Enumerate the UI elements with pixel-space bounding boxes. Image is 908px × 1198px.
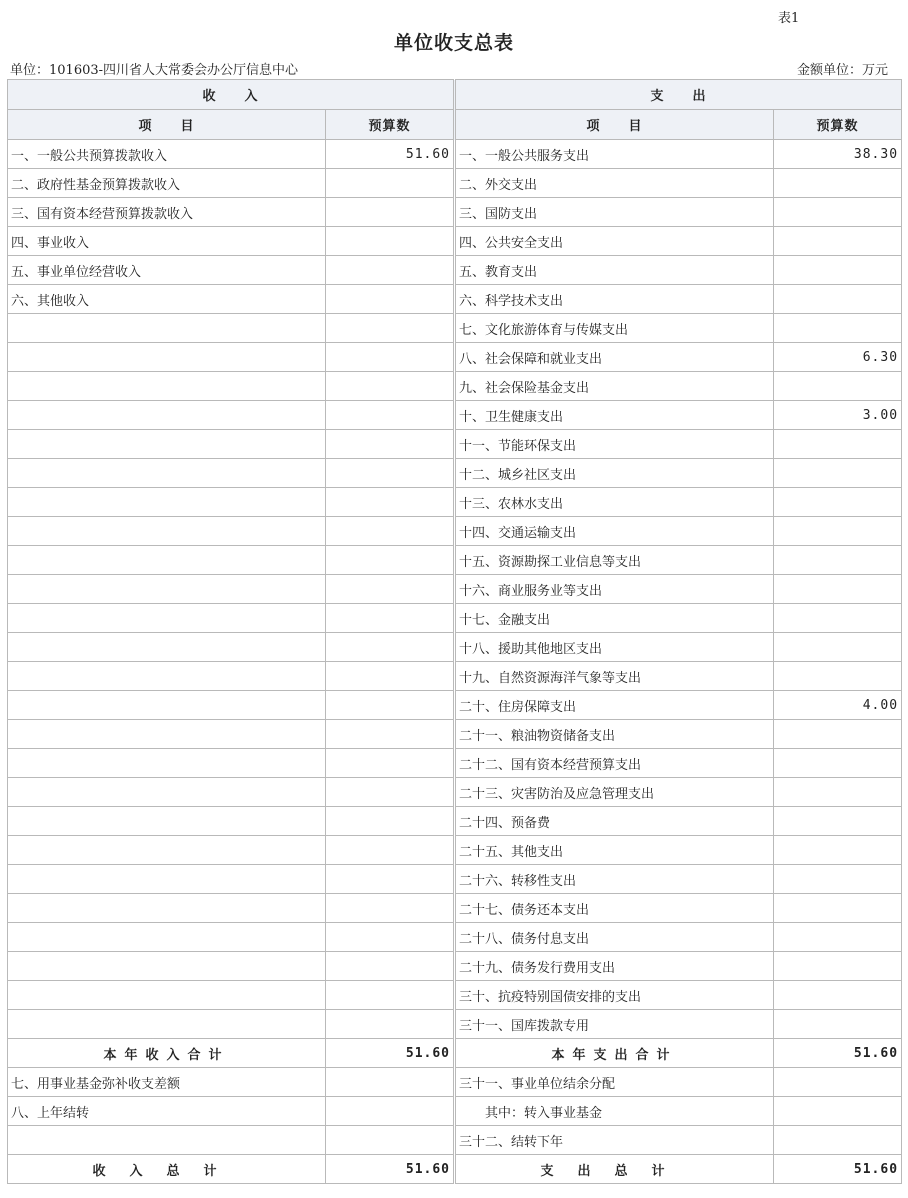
column-header-row [8,110,902,140]
expense-value [774,1010,902,1039]
income-item [8,662,326,691]
table-row [8,140,902,169]
income-item [8,517,326,546]
table-row [8,430,902,459]
income-item [8,343,326,372]
income-item [8,865,326,894]
expense-item: 二、外交支出 [456,169,774,198]
income-total-label: 本年收入合计 [8,1039,326,1068]
expense-item: 三十二、结转下年 [456,1126,774,1155]
income-item-header: 项 目 [8,110,326,140]
expense-value [774,430,902,459]
table-row [8,459,902,488]
expense-value [774,256,902,285]
income-item [8,952,326,981]
expense-value [774,488,902,517]
expense-value [774,749,902,778]
expense-item: 二十六、转移性支出 [456,865,774,894]
table-row [8,952,902,981]
table-row [8,1097,902,1126]
expense-total-label: 本年支出合计 [456,1039,774,1068]
expense-item: 九、社会保险基金支出 [456,372,774,401]
unit-line: 单位：101603-四川省人大常委会办公厅信息中心 [10,63,299,78]
income-budget-header: 预算数 [326,110,454,140]
expense-item: 二十四、预备费 [456,807,774,836]
income-value [326,1010,454,1039]
expense-item: 三十一、事业单位结余分配 [456,1068,774,1097]
income-item [8,720,326,749]
table-row [8,575,902,604]
table-row [8,546,902,575]
expense-item: 三十、抗疫特别国债安排的支出 [456,981,774,1010]
expense-value [774,546,902,575]
income-value [326,517,454,546]
table-row [8,807,902,836]
income-value [326,662,454,691]
income-item [8,314,326,343]
table-row [8,691,902,720]
table-row [8,1068,902,1097]
expense-value [774,1097,902,1126]
table-row [8,662,902,691]
expense-item: 十五、资源勘探工业信息等支出 [456,546,774,575]
expense-item: 十四、交通运输支出 [456,517,774,546]
income-value [326,923,454,952]
income-item: 一、一般公共预算拨款收入 [8,140,326,169]
expense-header: 支 出 [456,80,902,110]
income-value [326,604,454,633]
table-row [8,314,902,343]
income-item [8,836,326,865]
expense-value [774,285,902,314]
income-total-label: 收入总计 [8,1155,326,1184]
income-item [8,894,326,923]
page-title: 单位收支总表 [393,32,514,54]
income-item [8,575,326,604]
expense-item: 二十三、灾害防治及应急管理支出 [456,778,774,807]
form-number: 表1 [778,11,800,26]
income-value [326,401,454,430]
expense-item: 十八、援助其他地区支出 [456,633,774,662]
income-value [326,372,454,401]
income-value [326,749,454,778]
income-item: 四、事业收入 [8,227,326,256]
income-item [8,778,326,807]
income-item [8,691,326,720]
income-item [8,604,326,633]
income-value [326,459,454,488]
table-row [8,865,902,894]
income-item [8,749,326,778]
income-item [8,981,326,1010]
income-item: 三、国有资本经营预算拨款收入 [8,198,326,227]
income-item [8,488,326,517]
income-value [326,720,454,749]
income-total-value: 51.60 [326,1039,454,1068]
income-value [326,546,454,575]
income-value [326,256,454,285]
table-row [8,343,902,372]
table-row [8,604,902,633]
section-header-row [8,80,902,110]
expense-item: 三十一、国库拨款专用 [456,1010,774,1039]
table-row [8,517,902,546]
expense-value [774,372,902,401]
table-row [8,720,902,749]
income-item: 六、其他收入 [8,285,326,314]
table-row [8,633,902,662]
expense-value: 4.00 [774,691,902,720]
expense-budget-header: 预算数 [774,110,902,140]
expense-value: 6.30 [774,343,902,372]
expense-item: 七、文化旅游体育与传媒支出 [456,314,774,343]
expense-item: 十九、自然资源海洋气象等支出 [456,662,774,691]
expense-item: 二十七、债务还本支出 [456,894,774,923]
table-row [8,1126,902,1155]
table-row [8,488,902,517]
expense-item: 十六、商业服务业等支出 [456,575,774,604]
expense-total-label: 支出总计 [456,1155,774,1184]
table-row [8,169,902,198]
income-item [8,372,326,401]
expense-item: 五、教育支出 [456,256,774,285]
expense-value [774,1126,902,1155]
expense-value: 38.30 [774,140,902,169]
expense-item: 二十二、国有资本经营预算支出 [456,749,774,778]
expense-value [774,169,902,198]
expense-item: 十一、节能环保支出 [456,430,774,459]
expense-value [774,227,902,256]
income-item [8,546,326,575]
income-value [326,314,454,343]
expense-value [774,662,902,691]
income-item: 五、事业单位经营收入 [8,256,326,285]
table-row [8,894,902,923]
expense-item: 二十、住房保障支出 [456,691,774,720]
income-value [326,894,454,923]
income-item [8,1126,326,1155]
income-value [326,488,454,517]
expense-value [774,720,902,749]
expense-total-value: 51.60 [774,1039,902,1068]
expense-item: 二十九、债务发行费用支出 [456,952,774,981]
expense-value [774,894,902,923]
income-value [326,1068,454,1097]
income-item [8,633,326,662]
income-item [8,401,326,430]
expense-value [774,575,902,604]
table-row [8,372,902,401]
table-row [8,285,902,314]
expense-item: 十、卫生健康支出 [456,401,774,430]
income-item: 七、用事业基金弥补收支差额 [8,1068,326,1097]
table-row [8,1010,902,1039]
expense-value [774,517,902,546]
income-expense-table [7,79,902,1184]
expense-item: 八、社会保障和就业支出 [456,343,774,372]
income-item [8,1010,326,1039]
expense-value [774,633,902,662]
expense-item-header: 项 目 [456,110,774,140]
income-item [8,459,326,488]
income-value [326,169,454,198]
expense-value [774,1068,902,1097]
income-value [326,633,454,662]
expense-value [774,923,902,952]
income-value [326,981,454,1010]
income-value [326,1097,454,1126]
income-item: 八、上年结转 [8,1097,326,1126]
table-row [8,227,902,256]
expense-value [774,952,902,981]
income-value: 51.60 [326,140,454,169]
income-value [326,227,454,256]
expense-value [774,865,902,894]
expense-value [774,314,902,343]
income-value [326,836,454,865]
table-row [8,836,902,865]
income-value [326,430,454,459]
table-row [8,981,902,1010]
expense-value [774,198,902,227]
income-value [326,807,454,836]
income-value [326,343,454,372]
expense-value [774,778,902,807]
expense-item: 十七、金融支出 [456,604,774,633]
table-row [8,778,902,807]
income-value [326,952,454,981]
expense-value [774,807,902,836]
grand_total-row [8,1155,902,1184]
expense-value [774,836,902,865]
income-value [326,865,454,894]
income-item [8,807,326,836]
income-value [326,575,454,604]
income-value [326,198,454,227]
expense-total-value: 51.60 [774,1155,902,1184]
income-item [8,430,326,459]
income-total-value: 51.60 [326,1155,454,1184]
table-row [8,401,902,430]
income-value [326,1126,454,1155]
expense-item: 三、国防支出 [456,198,774,227]
table-row [8,256,902,285]
expense-item: 六、科学技术支出 [456,285,774,314]
expense-item: 十三、农林水支出 [456,488,774,517]
income-value [326,691,454,720]
table-row [8,923,902,952]
expense-item: 四、公共安全支出 [456,227,774,256]
expense-item: 二十五、其他支出 [456,836,774,865]
income-header: 收 入 [8,80,454,110]
expense-value [774,604,902,633]
expense-value [774,459,902,488]
expense-item: 其中：转入事业基金 [456,1097,774,1126]
expense-value [774,981,902,1010]
table-row [8,749,902,778]
year_total-row [8,1039,902,1068]
amount-unit: 金额单位：万元 [796,63,888,78]
expense-item: 二十八、债务付息支出 [456,923,774,952]
expense-value: 3.00 [774,401,902,430]
expense-item: 十二、城乡社区支出 [456,459,774,488]
income-value [326,285,454,314]
expense-item: 二十一、粮油物资储备支出 [456,720,774,749]
income-value [326,778,454,807]
table-row [8,198,902,227]
income-item: 二、政府性基金预算拨款收入 [8,169,326,198]
income-item [8,923,326,952]
expense-item: 一、一般公共服务支出 [456,140,774,169]
